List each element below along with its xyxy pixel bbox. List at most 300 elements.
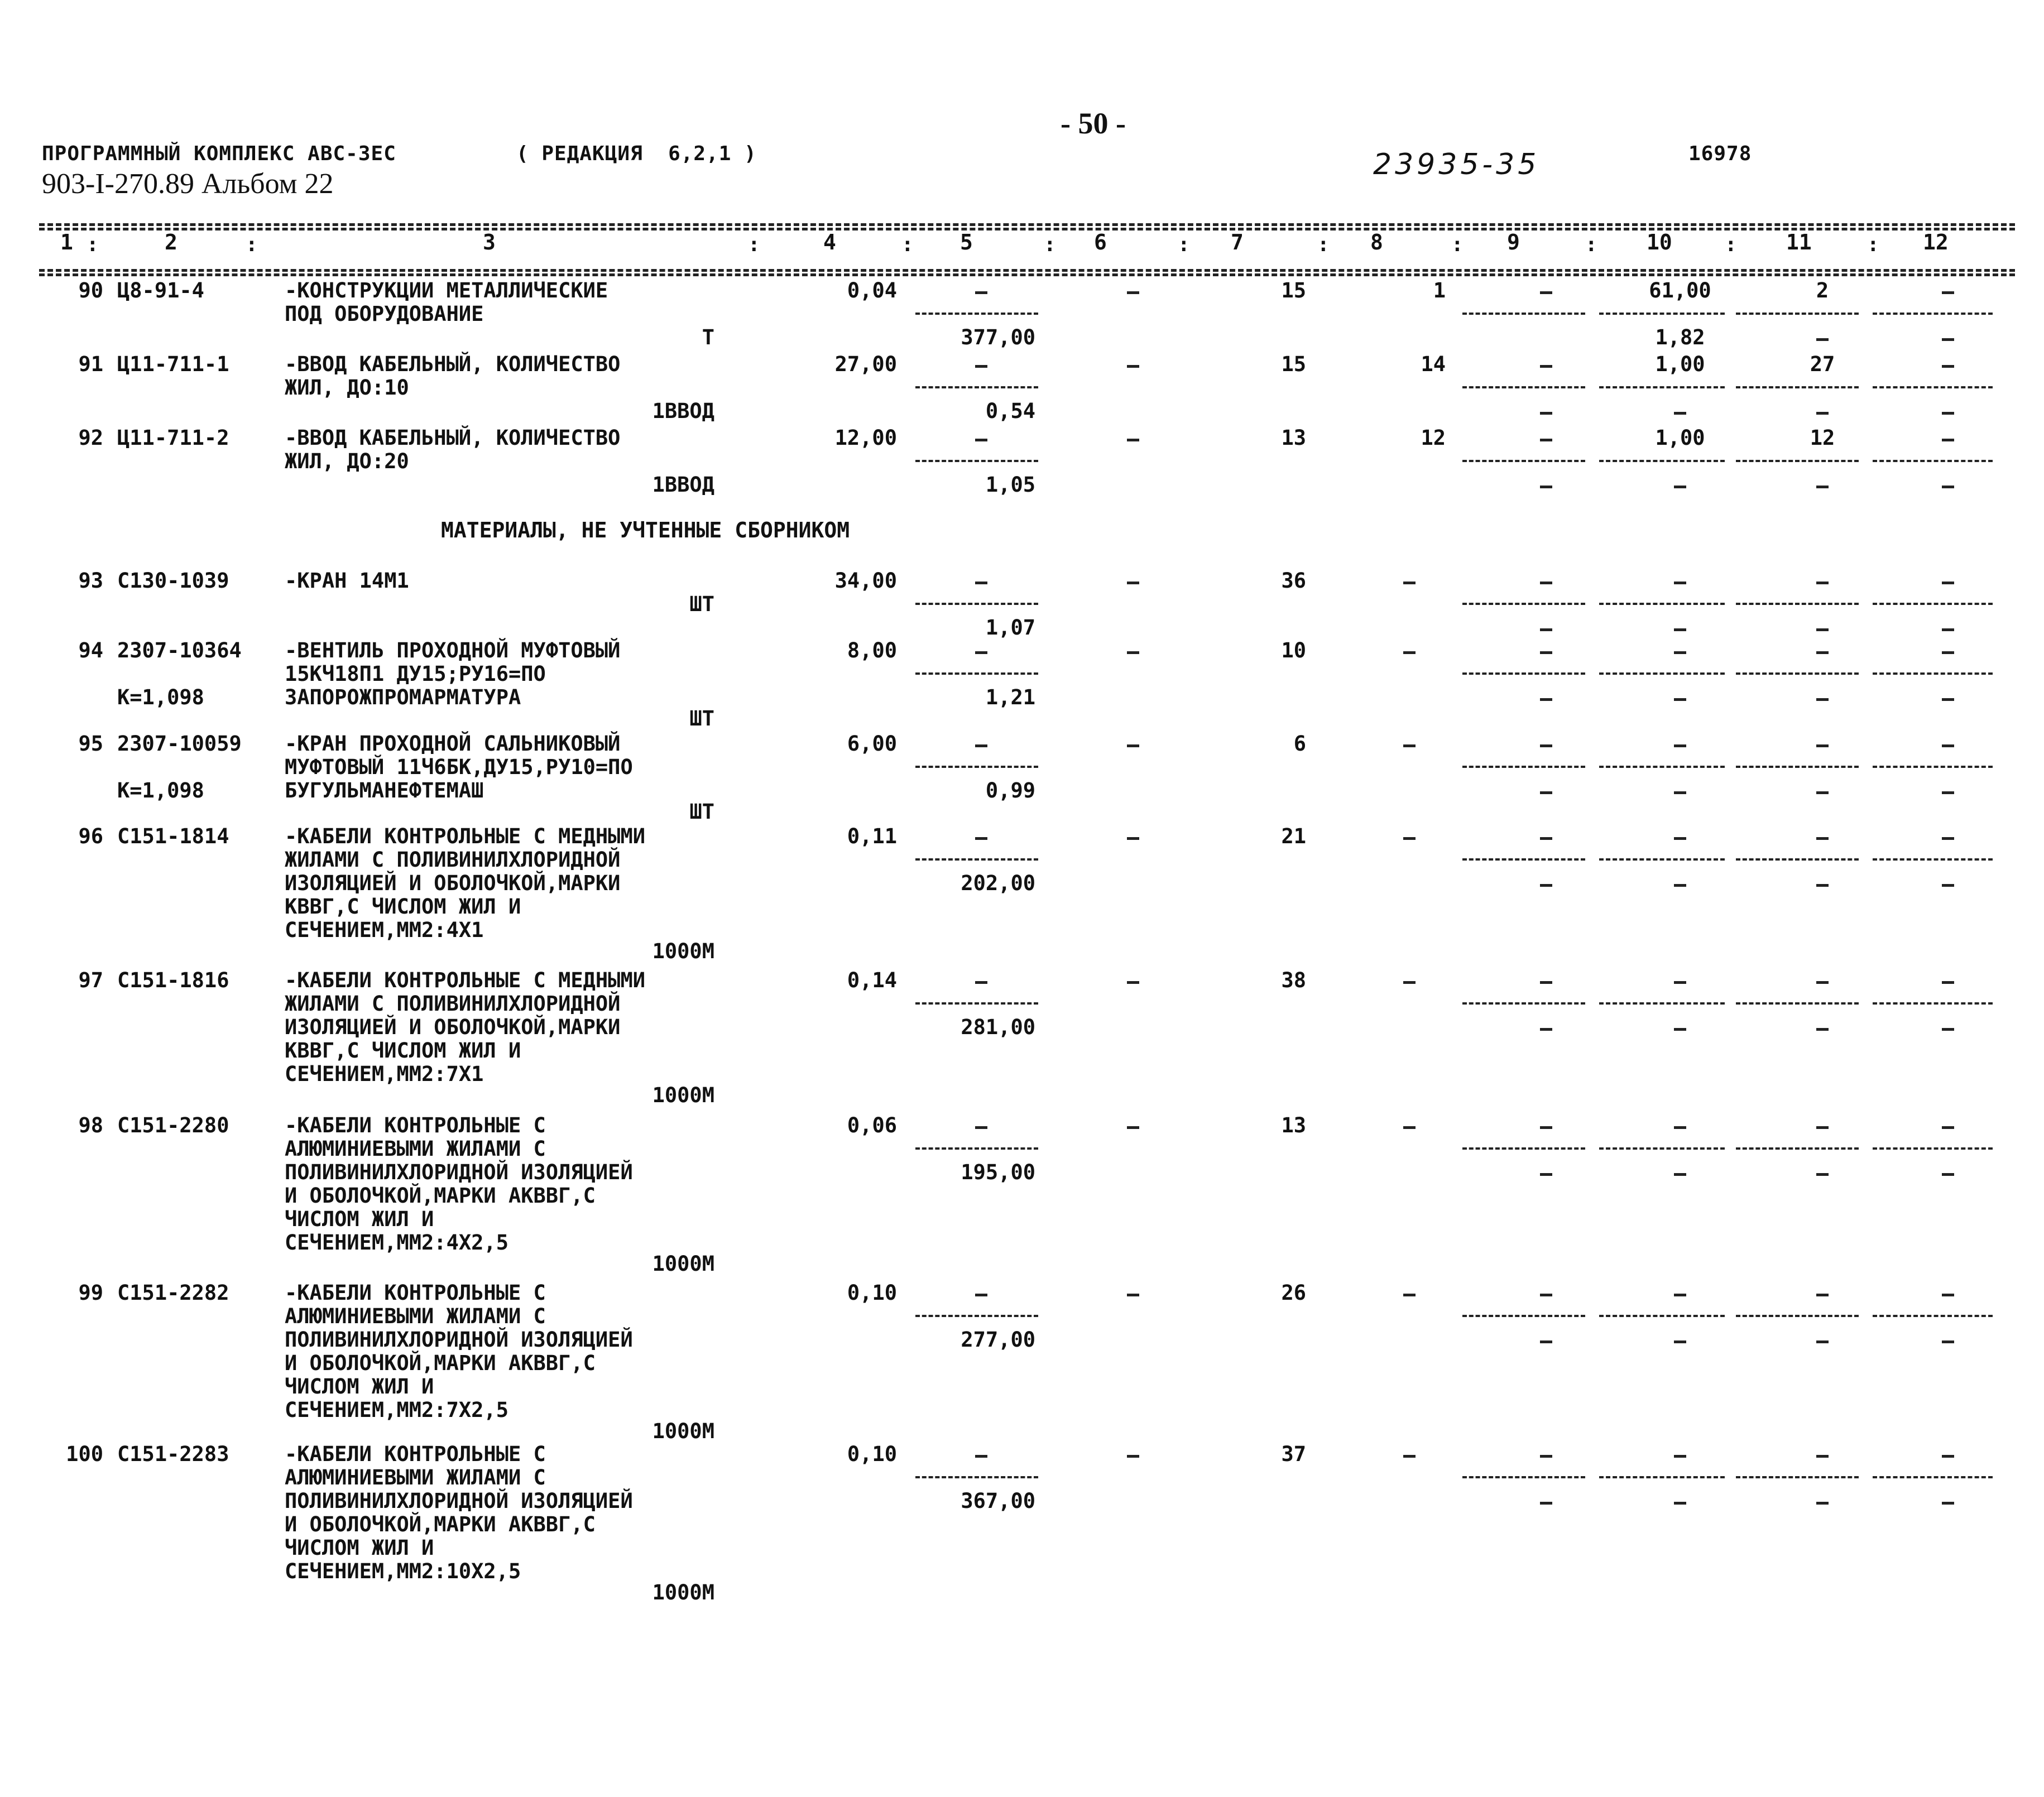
row-description: -КОНСТРУКЦИИ МЕТАЛЛИЧЕСКИЕ <box>285 278 608 302</box>
row-description: -КРАН 14М1 <box>285 569 409 593</box>
row-price: 202,00 <box>961 871 1035 895</box>
row-unit: ШТ <box>689 592 714 616</box>
dash-mark <box>1127 365 1139 368</box>
row-col7: 15 <box>1281 352 1306 376</box>
row-number: 92 <box>78 426 103 450</box>
row-description: ПОЛИВИНИЛХЛОРИДНОЙ ИЗОЛЯЦИЕЙ <box>285 1160 633 1184</box>
column-separator: : <box>748 233 760 256</box>
dash-mark <box>1816 981 1829 984</box>
row-number: 90 <box>78 278 103 302</box>
program-title: ПРОГРАММНЫЙ КОМПЛЕКС АВС-ЗЕС <box>42 142 396 165</box>
row-col8: 12 <box>1421 426 1446 450</box>
dash-mark <box>1403 1294 1416 1296</box>
dash-mark <box>1127 981 1139 984</box>
row-code: 2307-10364 <box>117 638 242 662</box>
row-description: БУГУЛЬМАНЕФТЕМАШ <box>285 779 484 803</box>
fraction-line <box>1873 1315 1993 1317</box>
row-col7: 10 <box>1281 638 1306 662</box>
fraction-line <box>1462 603 1585 605</box>
dash-mark <box>1127 291 1139 294</box>
column-header-12: 12 <box>1923 230 1949 254</box>
dash-mark <box>1942 837 1954 840</box>
dash-mark <box>1816 582 1829 584</box>
fraction-line <box>915 460 1038 462</box>
dash-mark <box>1127 582 1139 584</box>
row-description: СЕЧЕНИЕМ,ММ2:10Х2,5 <box>285 1559 521 1583</box>
row-unit: 1000М <box>652 1580 714 1604</box>
dash-mark <box>1674 884 1686 887</box>
doc-code: 23935-35 <box>1373 148 1540 181</box>
dash-mark <box>1540 837 1552 840</box>
dash-mark <box>1816 412 1829 415</box>
dash-mark <box>1540 651 1552 654</box>
row-description: -КРАН ПРОХОДНОЙ САЛЬНИКОВЫЙ <box>285 732 621 756</box>
dash-mark <box>1540 412 1552 415</box>
dash-mark <box>1540 439 1552 441</box>
fraction-line <box>1873 1147 1993 1150</box>
row-description: СЕЧЕНИЕМ,ММ2:7Х2,5 <box>285 1398 508 1422</box>
dash-mark <box>1816 1340 1829 1343</box>
row-c11-top: 27 <box>1810 352 1835 376</box>
column-separator: : <box>246 233 258 256</box>
dash-mark <box>1674 744 1686 747</box>
dash-mark <box>1127 837 1139 840</box>
row-description: ПОЛИВИНИЛХЛОРИДНОЙ ИЗОЛЯЦИЕЙ <box>285 1328 633 1352</box>
fraction-line <box>1736 386 1859 388</box>
fraction-line <box>1599 460 1725 462</box>
row-unit: 1000М <box>652 1083 714 1107</box>
row-number: 96 <box>78 824 103 848</box>
dash-mark <box>1942 412 1954 415</box>
fraction-line <box>1462 386 1585 388</box>
dash-mark <box>1540 1455 1552 1458</box>
row-col7: 37 <box>1281 1442 1306 1466</box>
row-c10-top: 1,00 <box>1655 352 1705 376</box>
row-c10-top: 61,00 <box>1649 278 1711 302</box>
row-code: 2307-10059 <box>117 732 242 756</box>
dash-mark <box>1540 486 1552 488</box>
dash-mark <box>1403 837 1416 840</box>
column-header-11: 11 <box>1786 230 1812 254</box>
fraction-line <box>915 858 1038 861</box>
row-col7: 13 <box>1281 426 1306 450</box>
dash-mark <box>1674 1173 1686 1176</box>
doc-number: 16978 <box>1688 142 1752 165</box>
top-rule <box>39 223 2015 226</box>
dash-mark <box>1540 744 1552 747</box>
dash-mark <box>975 1294 987 1296</box>
dash-mark <box>1127 651 1139 654</box>
row-coefficient: К=1,098 <box>117 779 204 803</box>
dash-mark <box>1674 1340 1686 1343</box>
fraction-line <box>1599 766 1725 768</box>
dash-mark <box>1816 744 1829 747</box>
row-code: С151-2282 <box>117 1281 229 1305</box>
row-quantity: 0,10 <box>847 1442 897 1466</box>
fraction-line <box>1599 858 1725 861</box>
dash-mark <box>1540 365 1552 368</box>
fraction-line <box>1599 1147 1725 1150</box>
dash-mark <box>1816 1455 1829 1458</box>
dash-mark <box>975 837 987 840</box>
fraction-line <box>1736 1315 1859 1317</box>
row-number: 94 <box>78 638 103 662</box>
row-number: 97 <box>78 968 103 992</box>
dash-mark <box>1127 744 1139 747</box>
fraction-line <box>1736 1002 1859 1005</box>
fraction-line <box>915 672 1038 675</box>
row-description: ЖИЛАМИ С ПОЛИВИНИЛХЛОРИДНОЙ <box>285 848 621 872</box>
dash-mark <box>975 651 987 654</box>
dash-mark <box>1674 582 1686 584</box>
dash-mark <box>1942 486 1954 488</box>
row-col7: 15 <box>1281 278 1306 302</box>
column-separator: : <box>1178 233 1190 256</box>
row-col7: 21 <box>1281 824 1306 848</box>
column-header-8: 8 <box>1370 230 1383 254</box>
row-description: -КАБЕЛИ КОНТРОЛЬНЫЕ С МЕДНЫМИ <box>285 824 646 848</box>
top-rule-2 <box>39 228 2015 230</box>
row-description: ЖИЛ, ДО:20 <box>285 449 409 473</box>
dash-mark <box>1942 1502 1954 1505</box>
row-code: С130-1039 <box>117 569 229 593</box>
fraction-line <box>1599 1476 1725 1478</box>
fraction-line <box>915 386 1038 388</box>
fraction-line <box>1462 766 1585 768</box>
dash-mark <box>1540 1173 1552 1176</box>
dash-mark <box>1942 791 1954 794</box>
column-separator: : <box>901 233 914 256</box>
dash-mark <box>1674 1126 1686 1129</box>
fraction-line <box>1736 313 1859 315</box>
row-description: 15КЧ18П1 ДУ15;РУ16=ПО <box>285 662 546 686</box>
row-code: Ц11-711-2 <box>117 426 229 450</box>
row-description: -ВВОД КАБЕЛЬНЫЙ, КОЛИЧЕСТВО <box>285 352 621 376</box>
fraction-line <box>915 1147 1038 1150</box>
row-description: -КАБЕЛИ КОНТРОЛЬНЫЕ С <box>285 1281 546 1305</box>
edition-label: ( РЕДАКЦИЯ 6,2,1 ) <box>516 142 757 165</box>
row-quantity: 34,00 <box>834 569 897 593</box>
dash-mark <box>1942 365 1954 368</box>
row-description: -КАБЕЛИ КОНТРОЛЬНЫЕ С <box>285 1442 546 1466</box>
column-separator: : <box>1317 233 1330 256</box>
dash-mark <box>1816 884 1829 887</box>
dash-mark <box>1540 981 1552 984</box>
dash-mark <box>1540 1502 1552 1505</box>
dash-mark <box>1127 1126 1139 1129</box>
fraction-line <box>1462 1476 1585 1478</box>
dash-mark <box>1674 1028 1686 1031</box>
dash-mark <box>1942 628 1954 631</box>
dash-mark <box>1816 651 1829 654</box>
row-price: 0,54 <box>985 399 1035 423</box>
dash-mark <box>1942 1126 1954 1129</box>
dash-mark <box>975 291 987 294</box>
row-quantity: 0,04 <box>847 278 897 302</box>
dash-mark <box>975 365 987 368</box>
row-price: 1,05 <box>985 473 1035 497</box>
dash-mark <box>1942 744 1954 747</box>
row-number: 95 <box>78 732 103 756</box>
row-description: СЕЧЕНИЕМ,ММ2:4Х2,5 <box>285 1231 508 1255</box>
fraction-line <box>1599 313 1725 315</box>
row-price: 377,00 <box>961 325 1035 349</box>
fraction-line <box>1736 1476 1859 1478</box>
dash-mark <box>1816 1502 1829 1505</box>
fraction-line <box>1873 1476 1993 1478</box>
dash-mark <box>1674 486 1686 488</box>
dash-mark <box>1816 698 1829 701</box>
dash-mark <box>1674 628 1686 631</box>
column-header-2: 2 <box>165 230 177 254</box>
album-label: 903-I-270.89 Альбом 22 <box>42 168 334 200</box>
column-header-1: 1 <box>60 230 73 254</box>
row-number: 98 <box>78 1113 103 1137</box>
fraction-line <box>915 1476 1038 1478</box>
fraction-line <box>1599 386 1725 388</box>
dash-mark <box>1942 338 1954 341</box>
dash-mark <box>1816 1173 1829 1176</box>
row-description: АЛЮМИНИЕВЫМИ ЖИЛАМИ С <box>285 1304 546 1328</box>
dash-mark <box>1127 439 1139 441</box>
fraction-line <box>1462 672 1585 675</box>
fraction-line <box>915 313 1038 315</box>
dash-mark <box>1403 582 1416 584</box>
dash-mark <box>1942 1028 1954 1031</box>
dash-mark <box>1942 1294 1954 1296</box>
dash-mark <box>1674 698 1686 701</box>
fraction-line <box>1873 1002 1993 1005</box>
row-description: ЖИЛ, ДО:10 <box>285 376 409 400</box>
row-description: АЛЮМИНИЕВЫМИ ЖИЛАМИ С <box>285 1137 546 1161</box>
fraction-line <box>1599 603 1725 605</box>
row-quantity: 6,00 <box>847 732 897 756</box>
fraction-line <box>1462 313 1585 315</box>
fraction-line <box>1873 858 1993 861</box>
dash-mark <box>975 981 987 984</box>
fraction-line <box>1462 1147 1585 1150</box>
row-description: СЕЧЕНИЕМ,ММ2:4Х1 <box>285 918 484 942</box>
dash-mark <box>1403 744 1416 747</box>
column-header-6: 6 <box>1094 230 1107 254</box>
dash-mark <box>975 1126 987 1129</box>
row-description: -КАБЕЛИ КОНТРОЛЬНЫЕ С <box>285 1113 546 1137</box>
dash-mark <box>1816 837 1829 840</box>
dash-mark <box>1127 1294 1139 1296</box>
row-price: 195,00 <box>961 1160 1035 1184</box>
dash-mark <box>975 744 987 747</box>
row-description: -КАБЕЛИ КОНТРОЛЬНЫЕ С МЕДНЫМИ <box>285 968 646 992</box>
row-description: ПОЛИВИНИЛХЛОРИДНОЙ ИЗОЛЯЦИЕЙ <box>285 1489 633 1513</box>
dash-mark <box>1674 837 1686 840</box>
dash-mark <box>1942 651 1954 654</box>
row-description: МУФТОВЫЙ 11Ч6БК,ДУ15,РУ10=ПО <box>285 755 633 779</box>
dash-mark <box>1540 582 1552 584</box>
fraction-line <box>1736 1147 1859 1150</box>
fraction-line <box>1462 1002 1585 1005</box>
row-price: 367,00 <box>961 1489 1035 1513</box>
row-description: И ОБОЛОЧКОЙ,МАРКИ АКВВГ,С <box>285 1512 596 1536</box>
dash-mark <box>1403 1126 1416 1129</box>
fraction-line <box>1599 1002 1725 1005</box>
row-description: ЧИСЛОМ ЖИЛ И <box>285 1536 434 1560</box>
fraction-line <box>915 766 1038 768</box>
dash-mark <box>1540 1340 1552 1343</box>
dash-mark <box>1816 1028 1829 1031</box>
dash-mark <box>975 582 987 584</box>
fraction-line <box>1462 460 1585 462</box>
fraction-line <box>1873 672 1993 675</box>
column-header-3: 3 <box>483 230 496 254</box>
row-unit: 1000М <box>652 1419 714 1443</box>
fraction-line <box>1462 858 1585 861</box>
row-number: 91 <box>78 352 103 376</box>
row-code: Ц8-91-4 <box>117 278 204 302</box>
fraction-line <box>1599 1315 1725 1317</box>
header-bottom-rule-2 <box>39 273 2015 276</box>
row-c10-bottom: 1,82 <box>1655 325 1705 349</box>
row-col7: 26 <box>1281 1281 1306 1305</box>
row-unit: 1000М <box>652 939 714 963</box>
row-description: И ОБОЛОЧКОЙ,МАРКИ АКВВГ,С <box>285 1351 596 1375</box>
row-c11-top: 2 <box>1816 278 1829 302</box>
dash-mark <box>1942 698 1954 701</box>
dash-mark <box>1403 651 1416 654</box>
dash-mark <box>1942 1455 1954 1458</box>
dash-mark <box>1816 486 1829 488</box>
dash-mark <box>1127 1455 1139 1458</box>
fraction-line <box>1873 313 1993 315</box>
dash-mark <box>1540 698 1552 701</box>
row-number: 100 <box>66 1442 103 1466</box>
dash-mark <box>1816 1126 1829 1129</box>
row-code: С151-1814 <box>117 824 229 848</box>
fraction-line <box>1736 460 1859 462</box>
fraction-line <box>915 1002 1038 1005</box>
dash-mark <box>1816 1294 1829 1296</box>
row-quantity: 8,00 <box>847 638 897 662</box>
dash-mark <box>1942 981 1954 984</box>
dash-mark <box>975 439 987 441</box>
fraction-line <box>1873 603 1993 605</box>
row-description: СЕЧЕНИЕМ,ММ2:7Х1 <box>285 1062 484 1086</box>
row-description: КВВГ,С ЧИСЛОМ ЖИЛ И <box>285 895 521 919</box>
row-description: ЧИСЛОМ ЖИЛ И <box>285 1375 434 1399</box>
row-quantity: 0,10 <box>847 1281 897 1305</box>
fraction-line <box>1462 1315 1585 1317</box>
dash-mark <box>1942 1173 1954 1176</box>
dash-mark <box>1942 884 1954 887</box>
page-number: - 50 - <box>1061 107 1126 140</box>
row-price: 277,00 <box>961 1328 1035 1352</box>
row-col7: 38 <box>1281 968 1306 992</box>
dash-mark <box>1674 651 1686 654</box>
column-separator: : <box>87 233 99 256</box>
column-header-10: 10 <box>1647 230 1672 254</box>
row-description: ПОД ОБОРУДОВАНИЕ <box>285 302 484 326</box>
dash-mark <box>1540 791 1552 794</box>
dash-mark <box>1540 884 1552 887</box>
row-unit: 1ВВОД <box>652 399 714 423</box>
row-col7: 36 <box>1281 569 1306 593</box>
row-quantity: 0,06 <box>847 1113 897 1137</box>
row-unit: 1ВВОД <box>652 473 714 497</box>
dash-mark <box>1816 791 1829 794</box>
fraction-line <box>1873 766 1993 768</box>
dash-mark <box>1816 628 1829 631</box>
row-code: С151-2280 <box>117 1113 229 1137</box>
fraction-line <box>1873 386 1993 388</box>
row-description: ИЗОЛЯЦИЕЙ И ОБОЛОЧКОЙ,МАРКИ <box>285 871 621 895</box>
dash-mark <box>1942 439 1954 441</box>
header-bottom-rule <box>39 269 2015 272</box>
dash-mark <box>1674 791 1686 794</box>
row-description: АЛЮМИНИЕВЫМИ ЖИЛАМИ С <box>285 1466 546 1490</box>
section-title: МАТЕРИАЛЫ, НЕ УЧТЕННЫЕ СБОРНИКОМ <box>441 518 850 542</box>
row-col7: 13 <box>1281 1113 1306 1137</box>
row-price: 1,21 <box>985 685 1035 709</box>
row-code: С151-2283 <box>117 1442 229 1466</box>
dash-mark <box>1540 291 1552 294</box>
row-price: 0,99 <box>985 779 1035 803</box>
column-header-5: 5 <box>960 230 973 254</box>
fraction-line <box>1736 766 1859 768</box>
fraction-line <box>915 603 1038 605</box>
row-unit: 1000М <box>652 1252 714 1276</box>
column-header-4: 4 <box>823 230 836 254</box>
row-col8: 1 <box>1433 278 1446 302</box>
row-quantity: 12,00 <box>834 426 897 450</box>
row-code: Ц11-711-1 <box>117 352 229 376</box>
row-number: 93 <box>78 569 103 593</box>
row-description: ИЗОЛЯЦИЕЙ И ОБОЛОЧКОЙ,МАРКИ <box>285 1015 621 1039</box>
row-quantity: 27,00 <box>834 352 897 376</box>
row-code: С151-1816 <box>117 968 229 992</box>
dash-mark <box>1942 291 1954 294</box>
row-quantity: 0,11 <box>847 824 897 848</box>
column-separator: : <box>1867 233 1879 256</box>
row-unit: ШТ <box>689 707 714 731</box>
row-description: ЧИСЛОМ ЖИЛ И <box>285 1207 434 1231</box>
dash-mark <box>1403 981 1416 984</box>
column-header-9: 9 <box>1507 230 1520 254</box>
dash-mark <box>1403 1455 1416 1458</box>
row-description: -ВВОД КАБЕЛЬНЫЙ, КОЛИЧЕСТВО <box>285 426 621 450</box>
row-unit: ШТ <box>689 800 714 824</box>
dash-mark <box>1674 981 1686 984</box>
dash-mark <box>1816 338 1829 341</box>
dash-mark <box>975 1455 987 1458</box>
column-separator: : <box>1044 233 1056 256</box>
row-description: И ОБОЛОЧКОЙ,МАРКИ АКВВГ,С <box>285 1184 596 1208</box>
dash-mark <box>1942 582 1954 584</box>
fraction-line <box>1599 672 1725 675</box>
row-number: 99 <box>78 1281 103 1305</box>
fraction-line <box>1873 460 1993 462</box>
column-separator: : <box>1585 233 1597 256</box>
row-price: 1,07 <box>985 616 1035 640</box>
row-description: -ВЕНТИЛЬ ПРОХОДНОЙ МУФТОВЫЙ <box>285 638 621 662</box>
dash-mark <box>1540 628 1552 631</box>
dash-mark <box>1674 1502 1686 1505</box>
dash-mark <box>1942 1340 1954 1343</box>
row-description: ЖИЛАМИ С ПОЛИВИНИЛХЛОРИДНОЙ <box>285 992 621 1016</box>
row-description: ЗАПОРОЖПРОМАРМАТУРА <box>285 685 521 709</box>
dash-mark <box>1674 1455 1686 1458</box>
dash-mark <box>1540 1294 1552 1296</box>
fraction-line <box>915 1315 1038 1317</box>
row-col8: 14 <box>1421 352 1446 376</box>
